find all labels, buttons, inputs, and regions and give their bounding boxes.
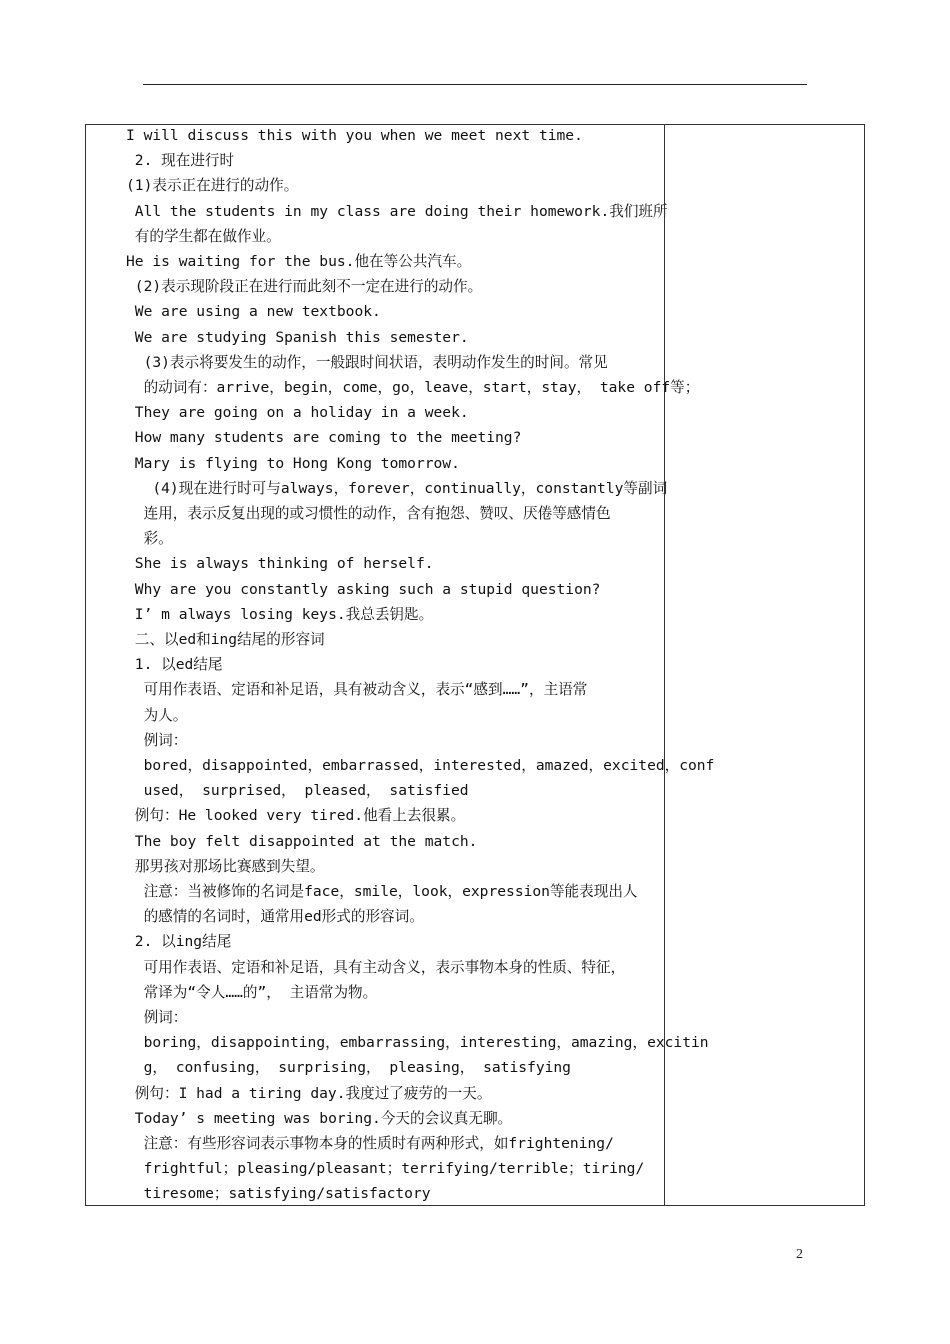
text-line: used， surprised， pleased， satisfied [126, 782, 469, 800]
text-line: Today’ s meeting was boring.今天的会议真无聊。 [126, 1109, 513, 1127]
text-line: Why are you constantly asking such a stupid question? [126, 580, 601, 598]
text-line: 连用，表示反复出现的或习惯性的动作，含有抱怨、赞叹、厌倦等感情色 [126, 505, 611, 522]
text-line: 那男孩对那场比赛感到失望。 [126, 857, 325, 875]
text-line: 彩。 [126, 530, 173, 548]
text-line: I’ m always losing keys.我总丢钥匙。 [126, 605, 434, 623]
text-line: 的感情的名词时，通常用ed形式的形容词。 [126, 908, 424, 926]
text-line: 例词： [126, 731, 188, 749]
text-line: Mary is flying to Hong Kong tomorrow. [126, 454, 460, 472]
left-cell [86, 125, 715, 1205]
text-line: g， confusing， surprising， pleasing， satisfying [126, 1059, 571, 1077]
text-line: (4)现在进行时可与always，forever，continually，constantly等副词 [126, 479, 668, 497]
text-line: 2. 现在进行时 [126, 152, 235, 170]
text-line: frightful；pleasing/pleasant；terrifying/terrible；tiring/ [126, 1160, 645, 1178]
text-line: 例句：I had a tiring day.我度过了疲劳的一天。 [126, 1084, 492, 1102]
text-line: tiresome；satisfying/satisfactory [126, 1185, 431, 1203]
text-line: How many students are coming to the meeting? [126, 429, 522, 447]
text-line: 可用作表语、定语和补足语，具有主动含义，表示事物本身的性质、特征， [126, 958, 626, 976]
text-line: 二、以ed和ing结尾的形容词 [126, 631, 325, 648]
text-line: 注意：有些形容词表示事物本身的性质时有两种形式，如frightening/ [126, 1135, 614, 1152]
header-rule [143, 84, 807, 85]
text-line: 常译为“令人……的”， 主语常为物。 [126, 983, 378, 1001]
text-line: 有的学生都在做作业。 [126, 227, 281, 245]
text-line: 注意：当被修饰的名词是face，smile，look，expression等能表现出人 [126, 883, 638, 900]
text-line: boring，disappointing，embarrassing，interesting，amazing，excitin [126, 1034, 709, 1052]
text-line: The boy felt disappointed at the match. [126, 832, 478, 850]
text-line: I will discuss this with you when we meet next time. [126, 127, 583, 144]
text-line: (2)表示现阶段正在进行而此刻不一定在进行的动作。 [126, 278, 483, 296]
text-line: 例词： [126, 1009, 188, 1026]
text-line: 为人。 [126, 706, 188, 724]
text-line: bored，disappointed，embarrassed，interested，amazed，excited，conf [126, 757, 715, 774]
text-line: 1. 以ed结尾 [126, 656, 223, 674]
text-line: He is waiting for the bus.他在等公共汽车。 [126, 253, 472, 270]
text-line: (3)表示将要发生的动作，一般跟时间状语，表明动作发生的时间。常见 [126, 353, 608, 371]
text-line: We are using a new textbook. [126, 303, 381, 321]
text-line: She is always thinking of herself. [126, 555, 434, 573]
text-line: We are studying Spanish this semester. [126, 328, 469, 346]
content-table [85, 124, 865, 1206]
text-line: 例句：He looked very tired.他看上去很累。 [126, 807, 466, 825]
text-line: They are going on a holiday in a week. [126, 404, 469, 422]
text-line: (1)表示正在进行的动作。 [126, 177, 299, 195]
text-line: 2. 以ing结尾 [126, 933, 232, 951]
text-line: All the students in my class are doing their homework.我们班所 [126, 202, 668, 220]
page-number: 2 [796, 1247, 803, 1262]
text-line: 的动词有：arrive，begin，come，go，leave，start，stay， take off等； [126, 379, 700, 396]
right-cell-empty [665, 125, 864, 1205]
text-line: 可用作表语、定语和补足语，具有被动含义，表示“感到……”，主语常 [126, 681, 588, 699]
